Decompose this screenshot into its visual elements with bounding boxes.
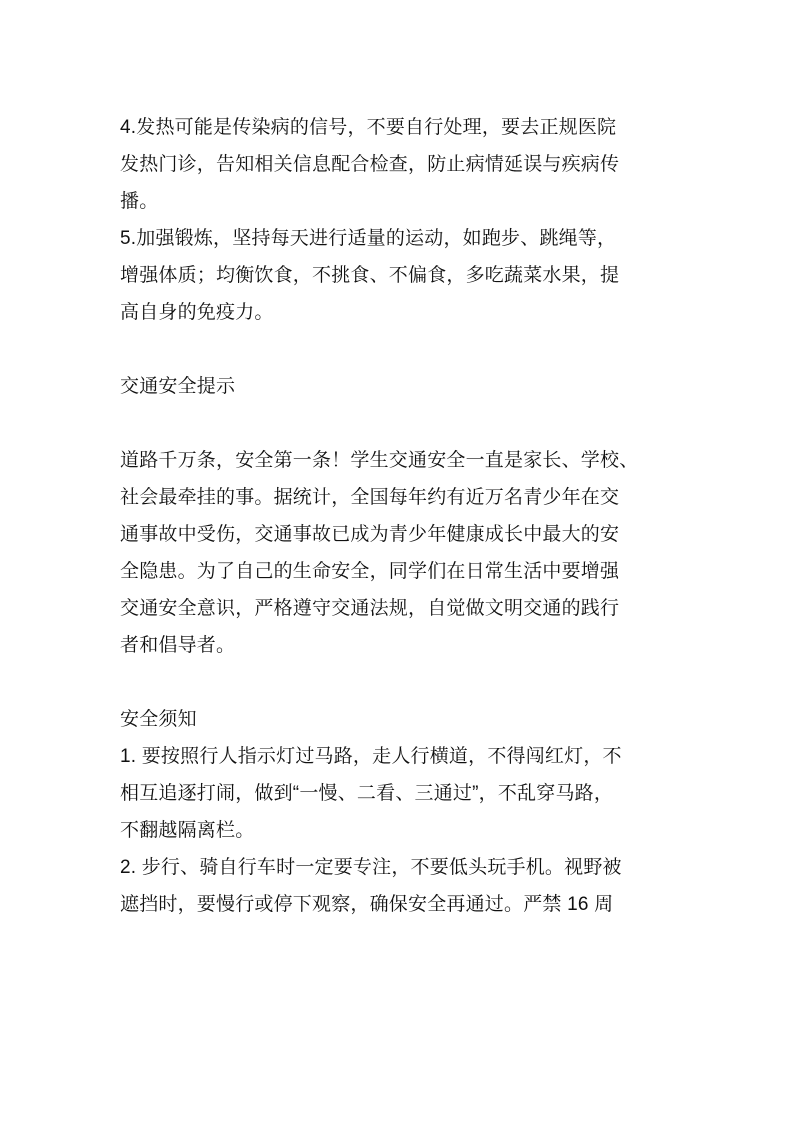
document-body (120, 109, 690, 923)
health-tip-line: 播。 (120, 191, 159, 212)
traffic-intro-line: 交通安全意识，严格遵守交通法规，自觉做文明交通的践行 (120, 598, 620, 619)
paragraph-spacer (120, 664, 690, 701)
safety-notice-line: 1. 要按照行人指示灯过马路，走人行横道，不得闯红灯，不 (120, 746, 622, 767)
traffic-safety-heading: 交通安全提示 (120, 376, 236, 397)
health-tip-line: 高自身的免疫力。 (120, 302, 274, 323)
safety-notice-line: 2. 步行、骑自行车时一定要专注，不要低头玩手机。视野被 (120, 857, 622, 878)
health-tip-line: 发热门诊，告知相关信息配合检查，防止病情延误与疾病传 (120, 154, 620, 175)
traffic-intro-line: 者和倡导者。 (120, 635, 236, 656)
health-tip-line: 5.加强锻炼，坚持每天进行适量的运动，如跑步、跳绳等， (120, 228, 617, 249)
health-tip-line: 4.发热可能是传染病的信号，不要自行处理，要去正规医院 (120, 117, 617, 138)
traffic-intro-line: 道路千万条，安全第一条！学生交通安全一直是家长、学校、 (120, 450, 639, 471)
health-tip-line: 增强体质；均衡饮食，不挑食、不偏食，多吃蔬菜水果，提 (120, 265, 620, 286)
safety-notice-heading: 安全须知 (120, 709, 197, 730)
paragraph-spacer (120, 405, 690, 442)
traffic-intro-line: 通事故中受伤，交通事故已成为青少年健康成长中最大的安 (120, 524, 620, 545)
safety-notice-line: 不翻越隔离栏。 (120, 820, 255, 841)
traffic-intro-line: 全隐患。为了自己的生命安全，同学们在日常生活中要增强 (120, 561, 620, 582)
traffic-intro-line: 社会最牵挂的事。据统计，全国每年约有近万名青少年在交 (120, 487, 620, 508)
safety-notice-line: 遮挡时，要慢行或停下观察，确保安全再通过。严禁 16 周 (120, 894, 614, 915)
paragraph-spacer (120, 331, 690, 368)
safety-notice-line: 相互追逐打闹，做到“一慢、二看、三通过”，不乱穿马路， (120, 783, 614, 804)
